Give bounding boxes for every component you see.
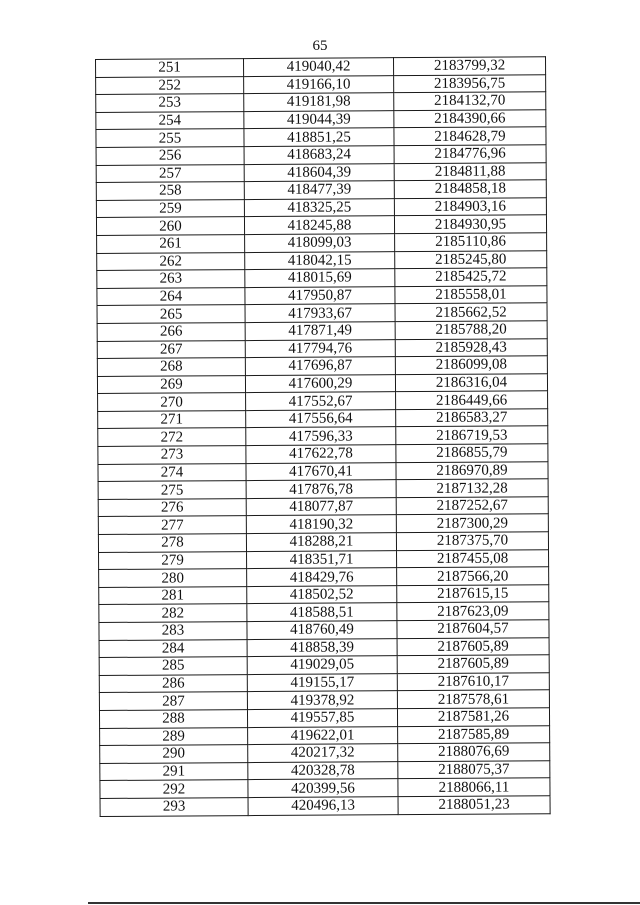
y-coordinate-cell: 2187615,15 — [397, 585, 549, 604]
y-coordinate-cell: 2184903,16 — [394, 197, 546, 216]
x-coordinate-cell: 418477,39 — [244, 181, 394, 200]
point-number-cell: 267 — [97, 340, 245, 358]
point-number-cell: 276 — [98, 498, 246, 516]
x-coordinate-cell: 417596,33 — [246, 427, 396, 446]
x-coordinate-cell: 417670,41 — [246, 462, 396, 481]
x-coordinate-cell: 418245,88 — [244, 216, 394, 235]
y-coordinate-cell: 2187605,89 — [397, 637, 549, 656]
x-coordinate-cell: 418042,15 — [245, 251, 395, 270]
x-coordinate-cell: 419181,98 — [244, 93, 394, 112]
y-coordinate-cell: 2185245,80 — [395, 250, 547, 269]
point-number-cell: 274 — [98, 463, 246, 481]
y-coordinate-cell: 2186970,89 — [396, 461, 548, 480]
y-coordinate-cell: 2188075,37 — [398, 760, 550, 779]
point-number-cell: 268 — [97, 358, 245, 376]
x-coordinate-cell: 418760,49 — [247, 621, 397, 640]
point-number-cell: 266 — [97, 322, 245, 340]
y-coordinate-cell: 2183799,32 — [393, 57, 545, 76]
point-number-cell: 288 — [99, 710, 247, 728]
x-coordinate-cell: 418351,71 — [247, 550, 397, 569]
y-coordinate-cell: 2187585,89 — [398, 725, 550, 744]
x-coordinate-cell: 420328,78 — [248, 761, 398, 780]
point-number-cell: 252 — [96, 76, 244, 94]
x-coordinate-cell: 419166,10 — [244, 75, 394, 94]
point-number-cell: 292 — [100, 780, 248, 798]
x-coordinate-cell: 417871,49 — [245, 322, 395, 341]
x-coordinate-cell: 418190,32 — [246, 515, 396, 534]
x-coordinate-cell: 419040,42 — [244, 58, 394, 77]
x-coordinate-cell: 418325,25 — [244, 198, 394, 217]
y-coordinate-cell: 2185928,43 — [395, 338, 547, 357]
x-coordinate-cell: 420399,56 — [248, 779, 398, 798]
point-number-cell: 287 — [99, 692, 247, 710]
page-edge-rule — [88, 902, 640, 904]
y-coordinate-cell: 2183956,75 — [394, 74, 546, 93]
y-coordinate-cell: 2184132,70 — [394, 92, 546, 111]
y-coordinate-cell: 2184628,79 — [394, 127, 546, 146]
x-coordinate-cell: 418851,25 — [244, 128, 394, 147]
point-number-cell: 261 — [97, 235, 245, 253]
point-number-cell: 283 — [99, 622, 247, 640]
point-number-cell: 269 — [97, 375, 245, 393]
y-coordinate-cell: 2185788,20 — [395, 321, 547, 340]
x-coordinate-cell: 417622,78 — [246, 445, 396, 464]
y-coordinate-cell: 2187252,67 — [396, 497, 548, 516]
point-number-cell: 270 — [98, 393, 246, 411]
x-coordinate-cell: 418288,21 — [246, 533, 396, 552]
point-number-cell: 257 — [96, 164, 244, 182]
point-number-cell: 251 — [96, 59, 244, 77]
y-coordinate-cell: 2187566,20 — [397, 567, 549, 586]
point-number-cell: 259 — [96, 199, 244, 217]
y-coordinate-cell: 2186855,79 — [396, 444, 548, 463]
point-number-cell: 279 — [99, 551, 247, 569]
point-number-cell: 291 — [100, 762, 248, 780]
coordinates-table — [95, 56, 551, 816]
point-number-cell: 256 — [96, 147, 244, 165]
y-coordinate-cell: 2186449,66 — [396, 391, 548, 410]
x-coordinate-cell: 418502,52 — [247, 585, 397, 604]
point-number-cell: 264 — [97, 287, 245, 305]
x-coordinate-cell: 419029,05 — [247, 656, 397, 675]
x-coordinate-cell: 419155,17 — [247, 673, 397, 692]
y-coordinate-cell: 2187132,28 — [396, 479, 548, 498]
point-number-cell: 272 — [98, 428, 246, 446]
y-coordinate-cell: 2187578,61 — [397, 690, 549, 709]
point-number-cell: 281 — [99, 586, 247, 604]
x-coordinate-cell: 418858,39 — [247, 638, 397, 657]
point-number-cell: 290 — [100, 745, 248, 763]
x-coordinate-cell: 417556,64 — [246, 410, 396, 429]
x-coordinate-cell: 420217,32 — [248, 744, 398, 763]
y-coordinate-cell: 2186316,04 — [395, 373, 547, 392]
point-number-cell: 278 — [98, 534, 246, 552]
point-number-cell: 284 — [99, 639, 247, 657]
point-number-cell: 273 — [98, 446, 246, 464]
y-coordinate-cell: 2188051,23 — [398, 796, 550, 815]
y-coordinate-cell: 2187605,89 — [397, 655, 549, 674]
point-number-cell: 286 — [99, 674, 247, 692]
y-coordinate-cell: 2187375,70 — [396, 532, 548, 551]
x-coordinate-cell: 420496,13 — [248, 797, 398, 816]
table-row — [100, 796, 550, 816]
point-number-cell: 253 — [96, 94, 244, 112]
y-coordinate-cell: 2184930,95 — [394, 215, 546, 234]
y-coordinate-cell: 2185110,86 — [395, 233, 547, 252]
point-number-cell: 282 — [99, 604, 247, 622]
point-number-cell: 280 — [99, 569, 247, 587]
point-number-cell: 277 — [98, 516, 246, 534]
point-number-cell: 254 — [96, 111, 244, 129]
x-coordinate-cell: 417696,87 — [245, 357, 395, 376]
point-number-cell: 285 — [99, 657, 247, 675]
x-coordinate-cell: 417876,78 — [246, 480, 396, 499]
y-coordinate-cell: 2185662,52 — [395, 303, 547, 322]
y-coordinate-cell: 2184811,88 — [394, 162, 546, 181]
x-coordinate-cell: 419044,39 — [244, 110, 394, 129]
point-number-cell: 262 — [97, 252, 245, 270]
point-number-cell: 293 — [100, 798, 248, 816]
y-coordinate-cell: 2186099,08 — [395, 356, 547, 375]
y-coordinate-cell: 2187623,09 — [397, 602, 549, 621]
y-coordinate-cell: 2186719,53 — [396, 426, 548, 445]
x-coordinate-cell: 418077,87 — [246, 498, 396, 517]
point-number-cell: 255 — [96, 129, 244, 147]
x-coordinate-cell: 418588,51 — [247, 603, 397, 622]
point-number-cell: 263 — [97, 270, 245, 288]
y-coordinate-cell: 2184858,18 — [394, 180, 546, 199]
x-coordinate-cell: 418015,69 — [245, 269, 395, 288]
point-number-cell: 260 — [96, 217, 244, 235]
x-coordinate-cell: 418429,76 — [247, 568, 397, 587]
x-coordinate-cell: 417552,67 — [246, 392, 396, 411]
y-coordinate-cell: 2187300,29 — [396, 514, 548, 533]
x-coordinate-cell: 419378,92 — [247, 691, 397, 710]
coordinates-table-body — [96, 57, 551, 816]
x-coordinate-cell: 417794,76 — [245, 339, 395, 358]
point-number-cell: 265 — [97, 305, 245, 323]
x-coordinate-cell: 417600,29 — [245, 374, 395, 393]
point-number-cell: 258 — [96, 182, 244, 200]
x-coordinate-cell: 418683,24 — [244, 146, 394, 165]
x-coordinate-cell: 419557,85 — [247, 709, 397, 728]
x-coordinate-cell: 418604,39 — [244, 163, 394, 182]
y-coordinate-cell: 2187581,26 — [397, 708, 549, 727]
x-coordinate-cell: 417933,67 — [245, 304, 395, 323]
y-coordinate-cell: 2187455,08 — [397, 549, 549, 568]
y-coordinate-cell: 2186583,27 — [396, 409, 548, 428]
page-number: 65 — [312, 38, 328, 54]
y-coordinate-cell: 2185425,72 — [395, 268, 547, 287]
x-coordinate-cell: 419622,01 — [248, 726, 398, 745]
y-coordinate-cell: 2188076,69 — [398, 743, 550, 762]
x-coordinate-cell: 418099,03 — [245, 234, 395, 253]
x-coordinate-cell: 417950,87 — [245, 286, 395, 305]
y-coordinate-cell: 2187610,17 — [397, 673, 549, 692]
y-coordinate-cell: 2187604,57 — [397, 620, 549, 639]
y-coordinate-cell: 2185558,01 — [395, 285, 547, 304]
y-coordinate-cell: 2184776,96 — [394, 145, 546, 164]
y-coordinate-cell: 2188066,11 — [398, 778, 550, 797]
y-coordinate-cell: 2184390,66 — [394, 110, 546, 129]
point-number-cell: 271 — [98, 410, 246, 428]
point-number-cell: 275 — [98, 481, 246, 499]
point-number-cell: 289 — [100, 727, 248, 745]
